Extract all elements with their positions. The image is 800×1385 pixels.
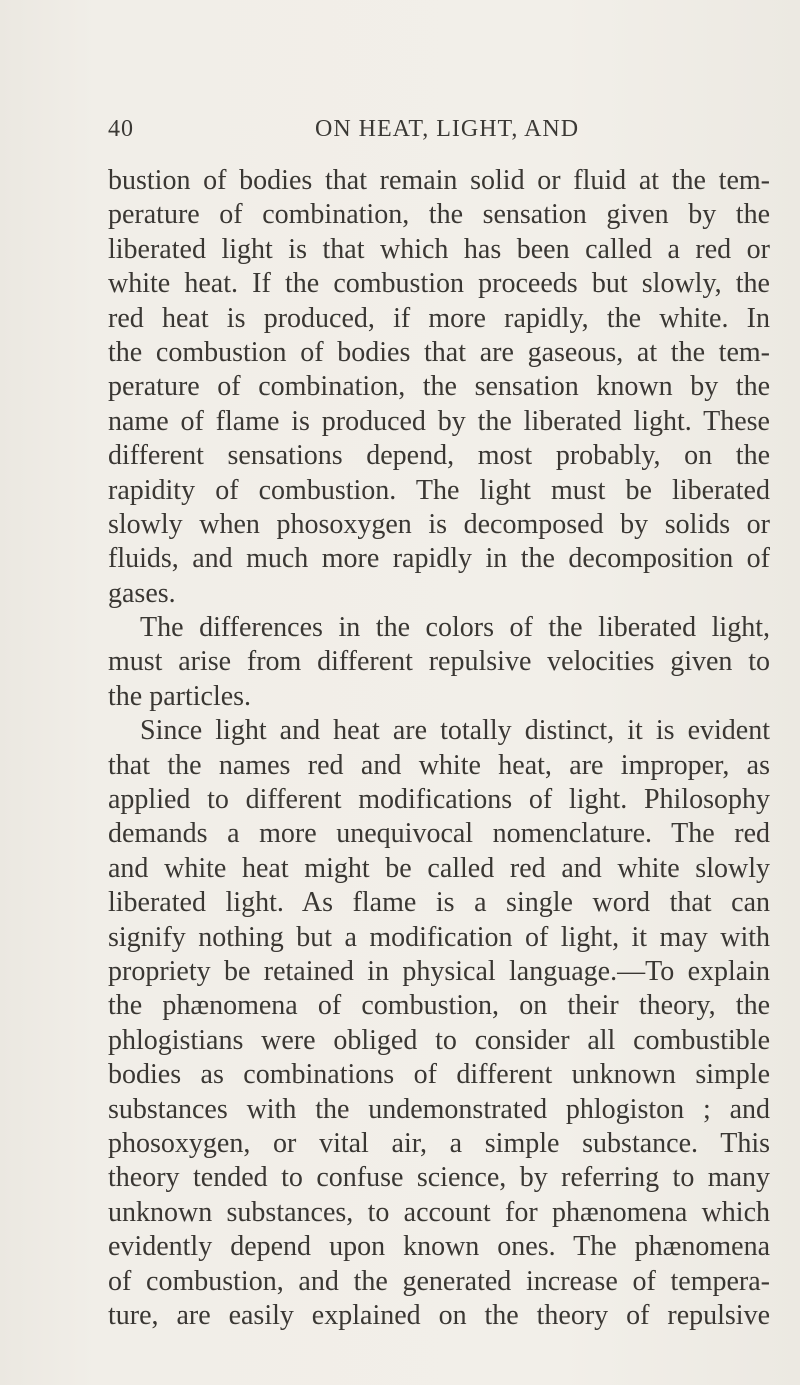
body-text bbox=[108, 164, 770, 1333]
text-line: liberated light. As flame is a single word that can bbox=[108, 887, 770, 919]
text-line: white heat. If the combustion proceeds but slowly, the bbox=[108, 268, 770, 300]
text-line: different sensations depend, most probably, on the bbox=[108, 440, 770, 472]
text-line: ture, are easily explained on the theory of repulsive bbox=[108, 1299, 770, 1331]
text-line: phlogistians were obliged to consider all combustible bbox=[108, 1024, 770, 1056]
text-line: bustion of bodies that remain solid or fluid at the tem- bbox=[108, 165, 770, 196]
paragraph-first-line: Since light and heat are totally distinct, it is evident bbox=[140, 715, 770, 747]
page-number: 40 bbox=[108, 116, 134, 142]
paragraph-first-line: The differences in the colors of the liberated light, bbox=[140, 612, 770, 644]
text-line: theory tended to confuse science, by referring to many bbox=[108, 1162, 770, 1194]
text-line: fluids, and much more rapidly in the decomposition of bbox=[108, 543, 770, 575]
text-line: perature of combination, the sensation given by the bbox=[108, 199, 770, 231]
text-line: the particles. bbox=[108, 680, 252, 712]
text-line: liberated light is that which has been called a red or bbox=[108, 233, 770, 265]
running-head bbox=[108, 116, 708, 148]
text-line: substances with the undemonstrated phlogiston ; and bbox=[108, 1093, 770, 1125]
text-line: propriety be retained in physical language.—To explain bbox=[108, 955, 770, 987]
text-line: of combustion, and the generated increase of tempera- bbox=[108, 1265, 770, 1297]
text-line: evidently depend upon known ones. The phænomena bbox=[108, 1231, 770, 1263]
text-line: the phænomena of combustion, on their theory, the bbox=[108, 990, 770, 1022]
running-title: ON HEAT, LIGHT, AND bbox=[315, 116, 580, 142]
text-line: rapidity of combustion. The light must be liberated bbox=[108, 474, 770, 506]
text-line: name of flame is produced by the liberated light. These bbox=[108, 405, 770, 437]
text-line: red heat is produced, if more rapidly, the white. In bbox=[108, 302, 770, 334]
text-line: phosoxygen, or vital air, a simple substance. This bbox=[108, 1127, 770, 1159]
text-line: perature of combination, the sensation known by the bbox=[108, 371, 770, 403]
text-line: must arise from different repulsive velocities given to bbox=[108, 646, 770, 678]
text-line: slowly when phosoxygen is decomposed by solids or bbox=[108, 508, 770, 540]
text-line: the combustion of bodies that are gaseous, at the tem- bbox=[108, 336, 770, 368]
text-line: applied to different modifications of light. Philosophy bbox=[108, 784, 770, 816]
text-line: demands a more unequivocal nomenclature. The red bbox=[108, 818, 770, 850]
text-line: gases. bbox=[108, 577, 176, 609]
text-line: and white heat might be called red and white slowly bbox=[108, 852, 770, 884]
text-line: that the names red and white heat, are improper, as bbox=[108, 749, 770, 781]
text-line: signify nothing but a modification of light, it may with bbox=[108, 921, 770, 953]
text-line: unknown substances, to account for phænomena which bbox=[108, 1196, 770, 1228]
text-line: bodies as combinations of different unknown simple bbox=[108, 1059, 770, 1091]
